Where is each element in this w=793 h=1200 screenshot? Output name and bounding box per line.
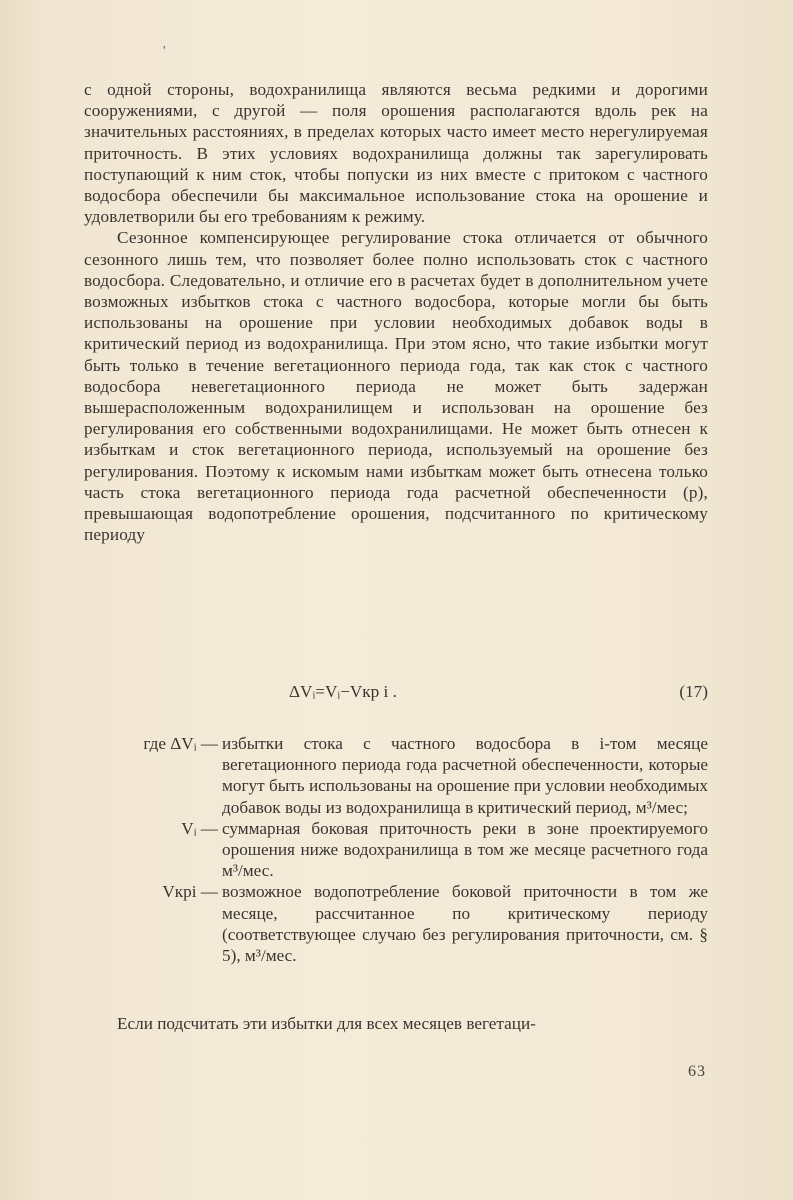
definitions-list	[84, 733, 708, 966]
definition-item	[84, 881, 708, 966]
definition-term: Vкрi —	[162, 882, 218, 902]
formula-expression: ΔVᵢ=Vᵢ−Vкр i .	[289, 682, 397, 701]
margin-mark: '	[163, 44, 166, 59]
main-text	[84, 79, 708, 545]
page-number: 63	[688, 1063, 706, 1080]
formula-17	[84, 682, 708, 706]
definition-item	[84, 818, 708, 882]
definition-term: Vᵢ —	[181, 818, 218, 838]
closing-line: Если подсчитать эти избытки для всех месяцев вегетаци-	[117, 1014, 536, 1033]
definition-text: суммарная боковая приточность реки в зоне проектируемого орошения ниже водохранилища в том же месяце расчетного года м³/мес.	[222, 818, 708, 881]
paragraph-1: с одной стороны, водохранилища являются весьма редкими и дорогими сооружениями, с другой — поля орошения располагаются вдоль рек на значительных расстояниях, в пределах которых часто имеет место нерегулируемая приточность. В этих условиях водохранилища должны так зарегулировать поступающий к ним сток, чтобы попуски из них вместе с притоком с частного водосбора обеспечили бы максимальное использование стока на орошение и удовлетворили бы его требованиям к режиму.	[84, 80, 708, 227]
paragraph-2: Сезонное компенсирующее регулирование стока отличается от обычного сезонного лишь тем, что позволяет более полно использовать сток с частного водосбора. Следовательно, и отличие его в расчетах будет в дополнительном учете возможных избытков стока с частного водосбора, которые могли бы быть использованы на орошение при условии необходимых добавок воды в критический период из водохранилища. При этом ясно, что такие избытки могут быть только в течение вегетационного периода года, так как сток с частного водосбора невегетационного периода не может быть задержан вышерасположенным водохранилищем и использован на орошение без регулирования его собственными водохранилищами. Не может быть отнесен к избыткам и сток вегетационного периода, используемый на орошение без регулирования. Поэтому к искомым нами избыткам может быть отнесена только часть стока вегетационного периода года расчетной обеспеченности (p), превышающая водопотребление орошения, подсчитанного по критическому периоду	[84, 228, 708, 545]
definition-text: избытки стока с частного водосбора в i-том месяце вегетационного периода года расчетной обеспеченности, которые могут быть использованы на орошение при условии необходимых добавок воды из водохранилища в критический период, м³/мес;	[222, 734, 708, 817]
definition-term: где ΔVᵢ —	[143, 734, 218, 753]
definition-item	[84, 733, 708, 818]
definition-text: возможное водопотребление боковой приточности в том же месяце, рассчитанное по критическому периоду (соответствующее случаю без регулирования приточности, см. § 5), м³/мес.	[222, 882, 708, 966]
formula-number: (17)	[679, 682, 708, 701]
